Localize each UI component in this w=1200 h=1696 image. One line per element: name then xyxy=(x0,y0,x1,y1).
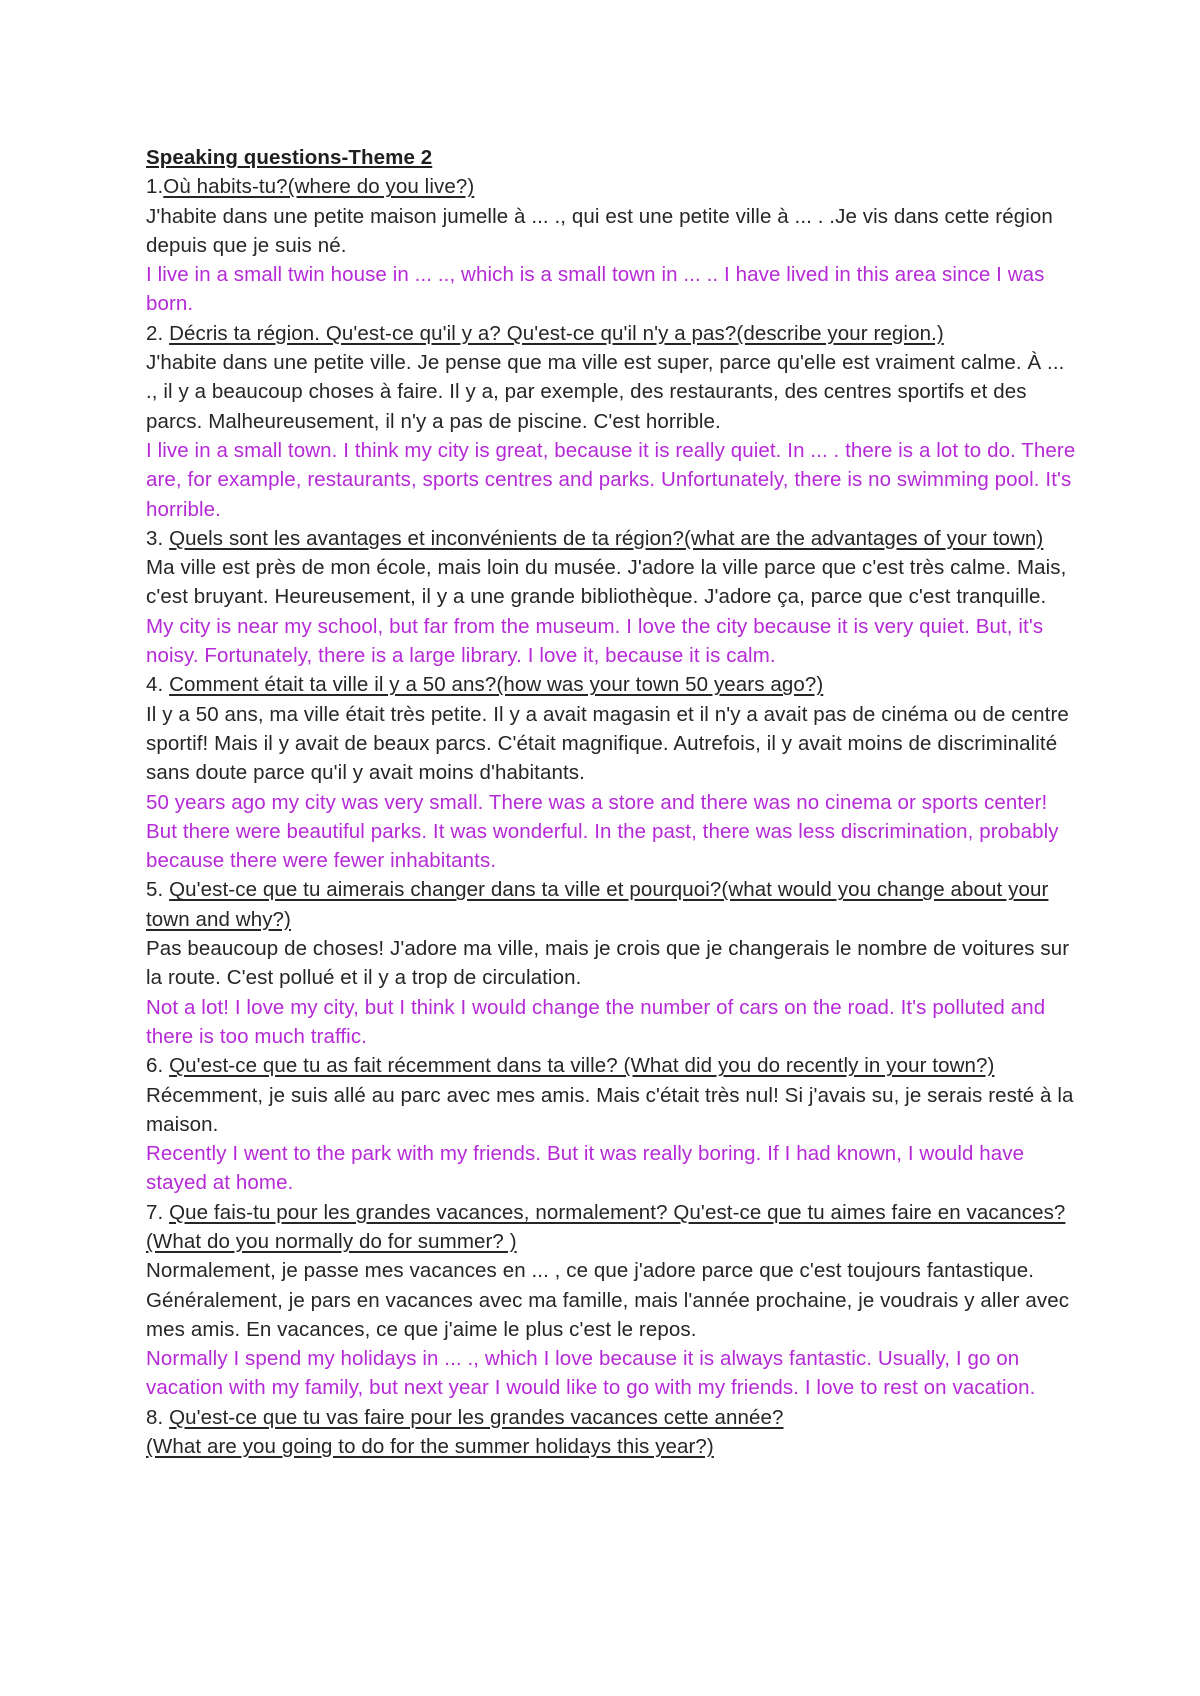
question-text: Qu'est-ce que tu vas faire pour les grandes vacances cette année? xyxy=(169,1405,784,1429)
question-text: Comment était ta ville il y a 50 ans?(how was your town 50 years ago?) xyxy=(169,673,824,697)
question-number: 5. xyxy=(146,878,164,902)
english-translation: My city is near my school, but far from the museum. I love the city because it is very quiet. But, it's noisy. Fortunately, there is a large library. I love it, because it is calm. xyxy=(146,614,1044,668)
section-2 xyxy=(146,319,1076,524)
french-answer: Il y a 50 ans, ma ville était très petite. Il y a avait magasin et il n'y a avait pas de cinéma ou de centre sportif! Mais il y avait de beaux parcs. C'était magnifique. Autrefois, il y avait moins de discriminalité sans doute parce qu'il y avait moins d'habitants. xyxy=(146,702,1069,785)
question-5 xyxy=(146,875,1076,934)
french-answer: Pas beaucoup de choses! J'adore ma ville, mais je crois que je changerais le nombre de voitures sur la route. C'est pollué et il y a trop de circulation. xyxy=(146,937,1070,990)
document-page xyxy=(146,143,1076,1461)
question-text: Quels sont les avantages et inconvénients de ta région?(what are the advantages of your town) xyxy=(169,526,1044,550)
section-4 xyxy=(146,670,1076,875)
english-translation: I live in a small twin house in ... .., which is a small town in ... .. I have lived in this area since I was born. xyxy=(146,263,1045,316)
question-6 xyxy=(146,1051,1076,1080)
question-text: Qu'est-ce que tu as fait récemment dans ta ville? (What did you do recently in your town?) xyxy=(169,1054,995,1078)
question-number: 1. xyxy=(146,175,164,199)
english-translation: Recently I went to the park with my friends. But it was really boring. If I had known, I would have stayed at home. xyxy=(146,1142,1025,1195)
question-number: 4. xyxy=(146,673,164,697)
question-8-line-2 xyxy=(146,1432,1076,1461)
question-3 xyxy=(146,524,1076,553)
section-7 xyxy=(146,1198,1076,1403)
section-8 xyxy=(146,1403,1076,1462)
question-text: Que fais-tu pour les grandes vacances, normalement? Qu'est-ce que tu aimes faire en vacances? (What do you normally do for summer? ) xyxy=(146,1200,1066,1253)
french-answer: Récemment, je suis allé au parc avec mes amis. Mais c'était très nul! Si j'avais su, je serais resté à la maison. xyxy=(146,1083,1074,1136)
question-text: Décris ta région. Qu'est-ce qu'il y a? Qu'est-ce qu'il n'y a pas?(describe your region.) xyxy=(169,321,944,345)
question-4 xyxy=(146,670,1076,699)
question-2 xyxy=(146,319,1076,348)
question-1 xyxy=(146,172,1076,201)
question-number: 8. xyxy=(146,1405,164,1429)
french-answer: Normalement, je passe mes vacances en ... , ce que j'adore parce que c'est toujours fantastique. Généralement, je pars en vacances avec ma famille, mais l'année prochaine, je voudrais y aller avec mes amis. En vacances, ce que j'aime le plus c'est le repos. xyxy=(146,1259,1070,1341)
section-6 xyxy=(146,1051,1076,1197)
section-5 xyxy=(146,875,1076,1051)
question-text: Qu'est-ce que tu aimerais changer dans ta ville et pourquoi?(what would you change about your town and why?) xyxy=(146,878,1049,931)
french-answer: J'habite dans une petite ville. Je pense que ma ville est super, parce qu'elle est vraiment calme. À ... ., il y a beaucoup choses à faire. Il y a, par exemple, des restaurants, des centres sportifs et des parcs. Malheureusement, il n'y a pas de piscine. C'est horrible. xyxy=(146,351,1065,433)
question-number: 3. xyxy=(146,526,164,550)
english-translation: 50 years ago my city was very small. There was a store and there was no cinema or sports center! But there were beautiful parks. It was wonderful. In the past, there was less discrimination, probably because there were fewer inhabitants. xyxy=(146,790,1059,873)
section-3 xyxy=(146,524,1076,670)
english-translation: Normally I spend my holidays in ... ., which I love because it is always fantastic. Usually, I go on vacation with my family, but next year I would like to go with my friends. I love to rest on vacation. xyxy=(146,1347,1036,1400)
question-number: 6. xyxy=(146,1054,164,1078)
question-7 xyxy=(146,1198,1076,1257)
english-translation: I live in a small town. I think my city is great, because it is really quiet. In ... . there is a lot to do. There are, for example, restaurants, sports centres and parks. Unfortunately, there is no swimming pool. It's horrible. xyxy=(146,438,1076,521)
question-8 xyxy=(146,1403,1076,1432)
english-translation: Not a lot! I love my city, but I think I would change the number of cars on the road. It's polluted and there is too much traffic. xyxy=(146,995,1046,1048)
french-answer: J'habite dans une petite maison jumelle à ... ., qui est une petite ville à ... . .Je vis dans cette région depuis que je suis né. xyxy=(146,204,1053,257)
french-answer: Ma ville est près de mon école, mais loin du musée. J'adore la ville parce que c'est très calme. Mais, c'est bruyant. Heureusement, il y a une grande bibliothèque. J'adore ça, parce que c'est tranquille. xyxy=(146,556,1067,609)
question-number: 7. xyxy=(146,1200,164,1224)
document-title: Speaking questions-Theme 2 xyxy=(146,146,433,169)
question-number: 2. xyxy=(146,321,164,345)
question-text: Où habits-tu?(where do you live?) xyxy=(163,175,475,199)
question-text: (What are you going to do for the summer holidays this year?) xyxy=(146,1435,714,1459)
section-1 xyxy=(146,172,1076,318)
